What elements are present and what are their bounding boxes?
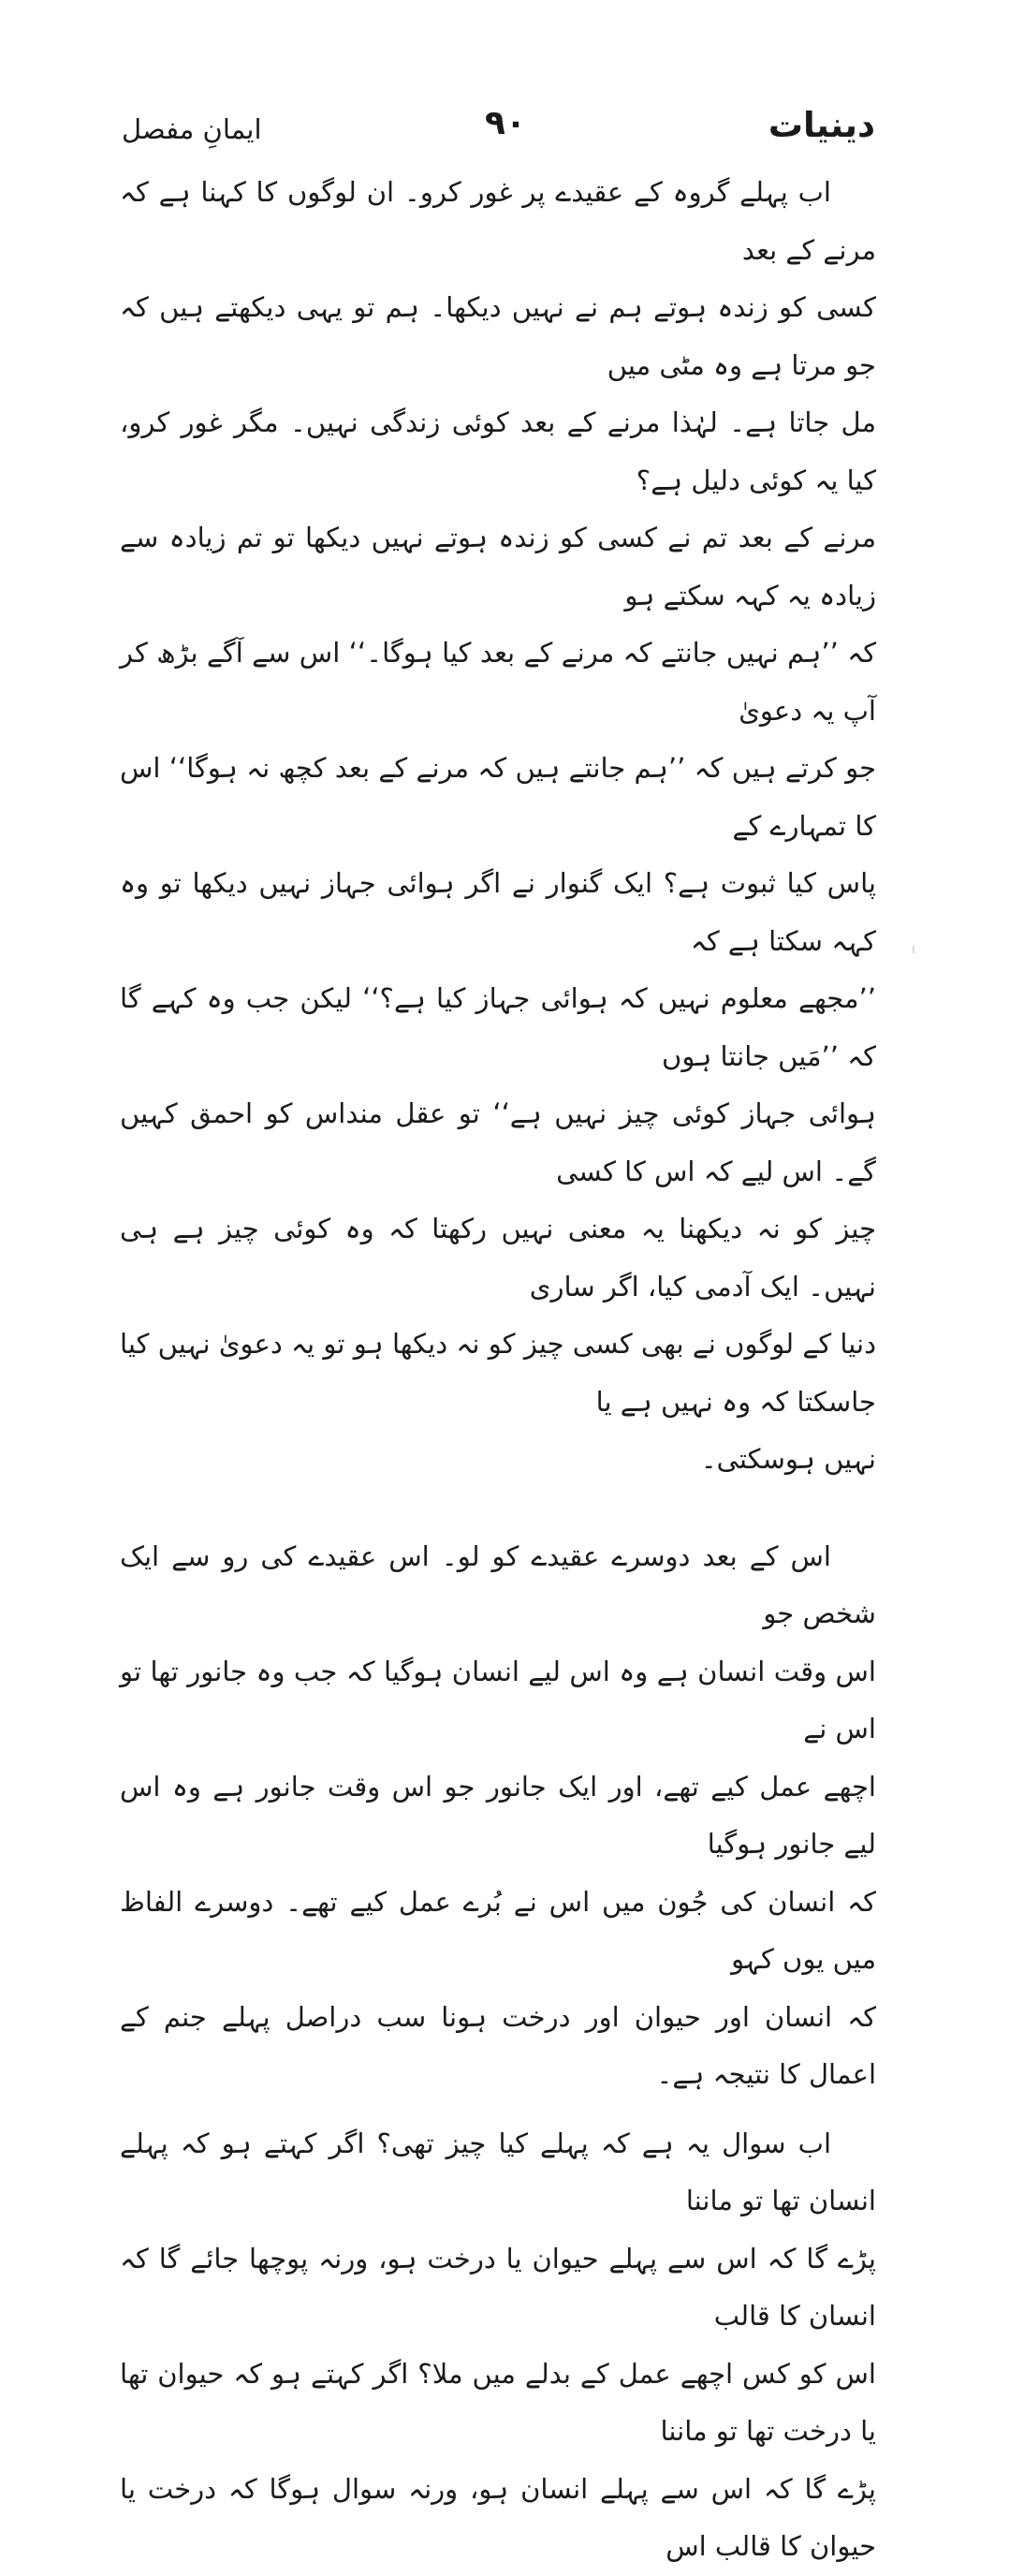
text-line: پاس کیا ثبوت ہے؟ ایک گنوار نے اگر ہوائی جہاز نہیں دیکھا تو وہ کہہ سکتا ہے کہ	[120, 867, 876, 957]
text-line: اس کو کس اچھے عمل کے بدلے میں ملا؟ اگر کہتے ہو کہ حیوان تھا یا درخت تھا تو ماننا	[120, 2357, 876, 2447]
text-line: اچھے عمل کیے تھے، اور ایک جانور جو اس وقت جانور ہے وہ اس لیے جانور ہوگیا	[120, 1770, 876, 1860]
text-line: دنیا کے لوگوں نے بھی کسی چیز کو نہ دیکھا ہو تو یہ دعویٰ نہیں کیا جاسکتا کہ وہ نہیں ہے یا	[120, 1328, 876, 1418]
scan-speck	[913, 946, 914, 953]
text-line: کہ ’’ہم نہیں جانتے کہ مرنے کے بعد کیا ہوگا۔‘‘ اس سے آگے بڑھ کر آپ یہ دعویٰ	[120, 637, 876, 727]
text-line: اس وقت انسان ہے وہ اس لیے انسان ہوگیا کہ جب وہ جانور تھا تو اس نے	[120, 1655, 876, 1744]
text-line: پڑے گا کہ اس سے پہلے انسان ہو، ورنہ سوال ہوگا کہ درخت یا حیوان کا قالب اس	[120, 2472, 876, 2562]
text-line: چیز کو نہ دیکھنا یہ معنی نہیں رکھتا کہ وہ کوئی چیز ہے ہی نہیں۔ ایک آدمی کیا، اگر ساری	[120, 1213, 876, 1303]
text-line: جو کرتے ہیں کہ ’’ہم جانتے ہیں کہ مرنے کے بعد کچھ نہ ہوگا‘‘ اس کا تمہارے کے	[120, 752, 876, 842]
book-title: دینیات	[768, 105, 875, 145]
text-line: ’’مجھے معلوم نہیں کہ ہوائی جہاز کیا ہے؟‘‘ لیکن جب وہ کہے گا کہ ’’مَیں جانتا ہوں	[120, 982, 876, 1072]
text-line: مرنے کے بعد تم نے کسی کو زندہ ہوتے نہیں دیکھا تو تم زیادہ سے زیادہ یہ کہہ سکتے ہو	[120, 522, 876, 611]
text-line: اب پہلے گروہ کے عقیدے پر غور کرو۔ ان لوگوں کا کہنا ہے کہ مرنے کے بعد	[120, 176, 876, 266]
text-line: ہوائی جہاز کوئی چیز نہیں ہے‘‘ تو عقل منداس کو احمق کہیں گے۔ اس لیے کہ اس کا کسی	[120, 1097, 876, 1187]
paragraph-1	[120, 164, 876, 1489]
text-line: اب سوال یہ ہے کہ پہلے کیا چیز تھی؟ اگر کہتے ہو کہ پہلے انسان تھا تو ماننا	[120, 2127, 876, 2216]
body-text	[120, 164, 876, 2576]
text-line: اس کے بعد دوسرے عقیدے کو لو۔ اس عقیدے کی رو سے ایک شخص جو	[120, 1539, 876, 1629]
running-title: ایمانِ مفصل	[122, 113, 262, 145]
text-line: کہ انسان اور حیوان اور درخت ہونا سب دراصل پہلے جنم کے اعمال کا نتیجہ ہے۔	[120, 2000, 876, 2090]
text-line: مل جاتا ہے۔ لہٰذا مرنے کے بعد کوئی زندگی نہیں۔ مگر غور کرو، کیا یہ کوئی دلیل ہے؟	[120, 406, 876, 496]
text-line: پڑے گا کہ اس سے پہلے حیوان یا درخت ہو، ورنہ پوچھا جائے گا کہ انسان کا قالب	[120, 2242, 876, 2332]
page-number: ۹۰	[485, 104, 526, 142]
text-line: نہیں ہوسکتی۔	[700, 1443, 876, 1475]
paragraph-gap	[120, 1489, 876, 1528]
text-line: کہ انسان کی جُون میں اس نے بُرے عمل کیے تھے۔ دوسرے الفاظ میں یوں کہو	[120, 1885, 876, 1975]
text-line: کسی کو زندہ ہوتے ہم نے نہیں دیکھا۔ ہم تو یہی دیکھتے ہیں کہ جو مرتا ہے وہ مٹی میں	[120, 291, 876, 381]
page-header	[122, 101, 875, 157]
paragraph-3	[120, 2115, 876, 2576]
paragraph-gap	[120, 2104, 876, 2115]
